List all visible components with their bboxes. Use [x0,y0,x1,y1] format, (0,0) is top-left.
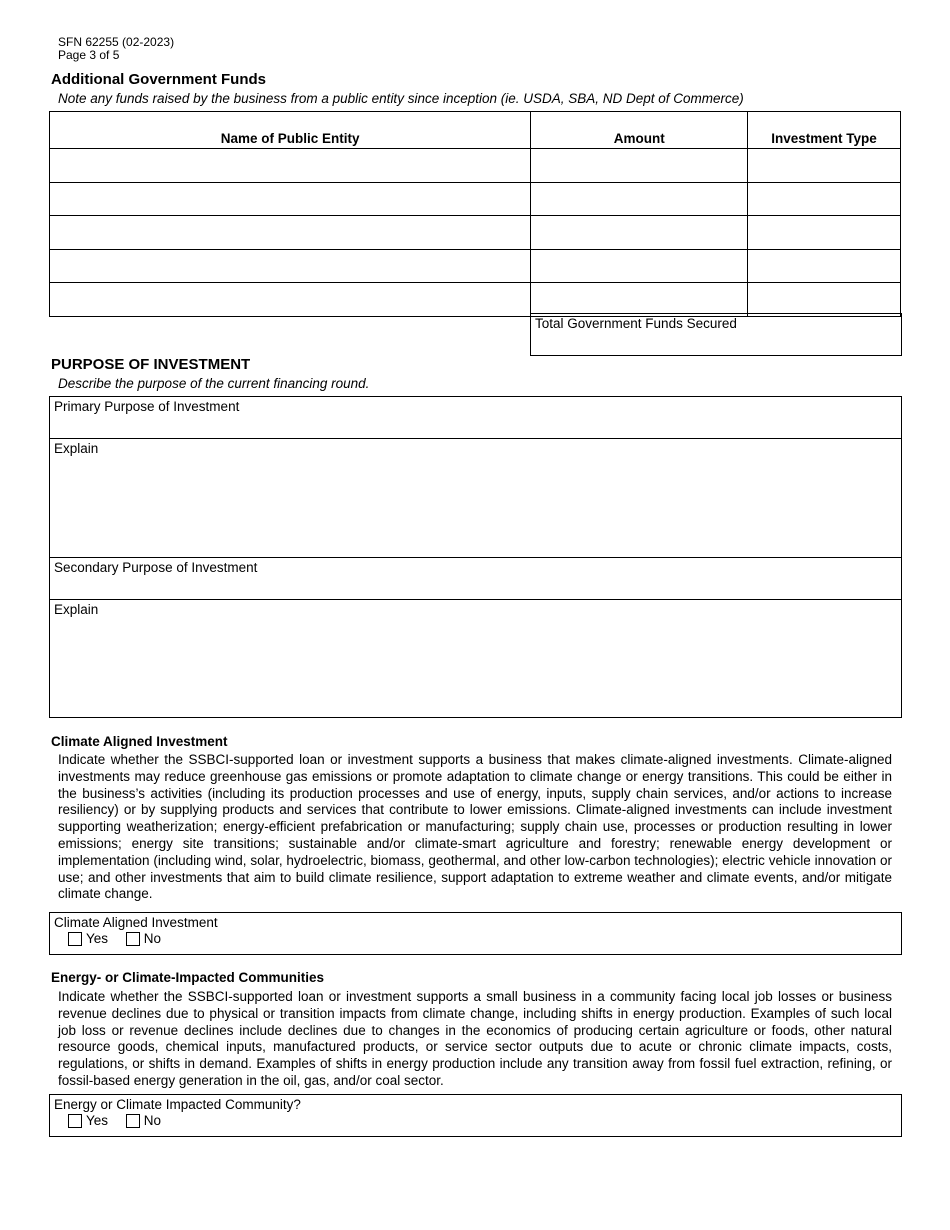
climate-yes-checkbox[interactable] [68,932,82,946]
table-row [50,182,901,216]
energy-impacted-label: Energy or Climate Impacted Community? [54,1097,301,1112]
purpose-note: Describe the purpose of the current financing round. [58,376,370,391]
type-cell[interactable] [748,249,901,283]
explain-secondary-label: Explain [54,602,99,617]
energy-title: Energy- or Climate-Impacted Communities [51,970,325,985]
climate-no-option[interactable] [126,931,161,946]
explain-secondary-field[interactable] [49,599,902,718]
column-header-type: Investment Type [748,112,901,149]
amount-cell[interactable] [531,149,748,183]
energy-yes-option[interactable] [68,1113,108,1128]
type-cell[interactable] [748,216,901,250]
amount-cell[interactable] [531,216,748,250]
entity-cell[interactable] [50,216,531,250]
climate-aligned-label: Climate Aligned Investment [54,915,218,930]
amount-cell[interactable] [531,283,748,317]
climate-no-label: No [143,931,162,946]
table-row [50,216,901,250]
type-cell[interactable] [748,283,901,317]
table-row [50,249,901,283]
amount-cell[interactable] [531,249,748,283]
table-row [50,149,901,183]
secondary-purpose-field[interactable] [49,557,902,600]
energy-no-option[interactable] [126,1113,161,1128]
energy-yes-label: Yes [86,1113,109,1128]
energy-yes-checkbox[interactable] [68,1114,82,1128]
gov-funds-table [49,111,901,317]
climate-options [68,931,175,946]
climate-aligned-field [49,912,902,955]
entity-cell[interactable] [50,182,531,216]
column-header-entity: Name of Public Entity [50,112,531,149]
purpose-title: PURPOSE OF INVESTMENT [51,356,251,373]
type-cell[interactable] [748,149,901,183]
energy-impacted-field [49,1094,902,1137]
energy-options [68,1113,175,1128]
page-number: Page 3 of 5 [58,48,120,62]
table-header-row [50,112,901,149]
climate-yes-option[interactable] [68,931,108,946]
form-id: SFN 62255 (02-2023) [58,35,175,49]
entity-cell[interactable] [50,149,531,183]
climate-title: Climate Aligned Investment [51,734,228,749]
gov-funds-title: Additional Government Funds [51,71,267,88]
explain-primary-field[interactable] [49,438,902,558]
type-cell[interactable] [748,182,901,216]
primary-purpose-field[interactable] [49,396,902,439]
explain-primary-label: Explain [54,441,99,456]
entity-cell[interactable] [50,283,531,317]
energy-description: Indicate whether the SSBCI-supported loan or investment supports a small business in a community facing local job losses or business revenue declines due to physical or transition impacts from climate change, including shifts in energy production. Examples of such local job loss or revenue declines include declines due to changes in the economics of producing certain agriculture or foods, other natural resource goods, chemical inputs, manufactured products, or service sector outputs due to acute or chronic climate impacts, costs, regulations, or shifts in demand. Examples of shifts in energy production include any transition away from fossil fuel extraction, refining, or fossil-based energy generation in the oil, gas, and/or coal sector. [58,989,892,1088]
climate-description: Indicate whether the SSBCI-supported loan or investment supports a business that makes climate-aligned investments. Climate-aligned investments may reduce greenhouse gas emissions or promote adaptation to climate change or energy transitions. This could be either in the business’s activities (including its production processes and use of energy, inputs, supply chain services, and/or actions to increase resiliency) or by supplying products and services that contribute to lower emissions. Climate-aligned investments can include investment supporting weatherization; energy-efficient prefabrication or manufacturing; supply chain use, processes or production resulting in lower emissions; energy site transitions; sustainable and/or climate-smart agriculture and forestry; renewable energy development or implementation (including wind, solar, hydroelectric, biomass, geothermal, and other low-carbon technologies); electric vehicle innovation or use; and other investments that aim to build climate resilience, support adaptation to extreme weather and climate events, and/or mitigate climate change. [58,752,892,902]
total-funds-field[interactable] [530,313,902,356]
total-funds-label: Total Government Funds Secured [535,316,737,331]
energy-no-checkbox[interactable] [126,1114,140,1128]
entity-cell[interactable] [50,249,531,283]
amount-cell[interactable] [531,182,748,216]
gov-funds-note: Note any funds raised by the business from a public entity since inception (ie. USDA, SBA, ND Dept of Commerce) [58,91,744,106]
secondary-purpose-label: Secondary Purpose of Investment [54,560,258,575]
energy-no-label: No [143,1113,162,1128]
climate-no-checkbox[interactable] [126,932,140,946]
primary-purpose-label: Primary Purpose of Investment [54,399,240,414]
table-row [50,283,901,317]
column-header-amount: Amount [531,112,748,149]
climate-yes-label: Yes [86,931,109,946]
